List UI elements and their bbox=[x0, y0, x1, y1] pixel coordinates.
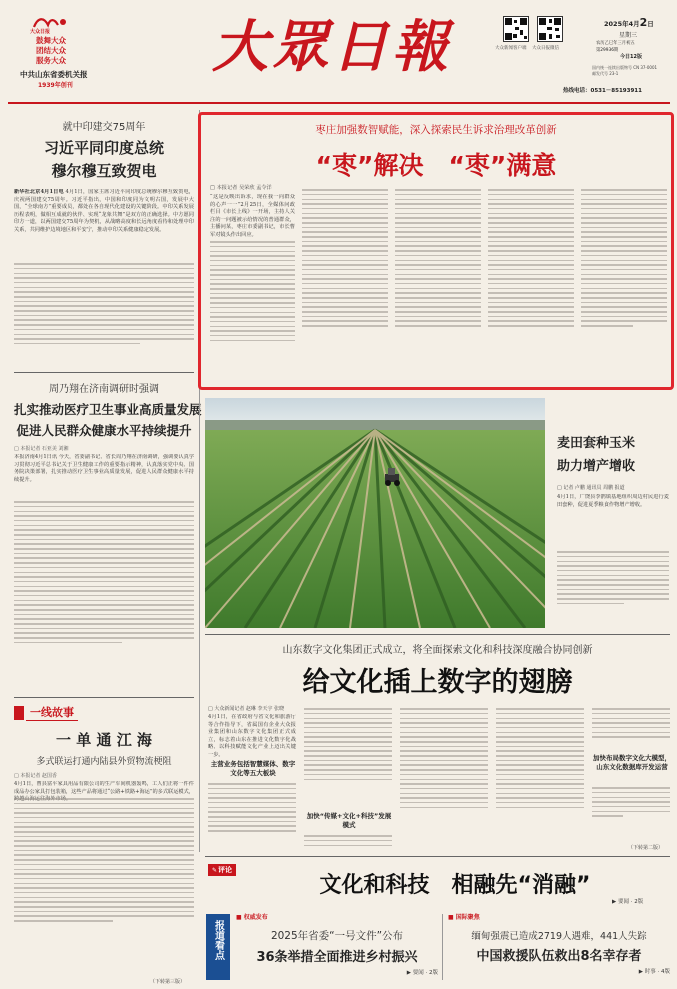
digital-col-5 bbox=[592, 705, 670, 753]
left-top-lead: 新华社北京4月1日电 bbox=[14, 189, 64, 195]
feature-headline: “枣”解决 “枣”满意 bbox=[315, 151, 557, 180]
brand-small-text: 大众日报 bbox=[30, 29, 51, 35]
masthead-divider bbox=[8, 102, 670, 104]
index-world-line-1: 缅甸强震已造成2719人遇难，441人失踪 bbox=[471, 931, 647, 942]
feature-col-1 bbox=[210, 238, 295, 383]
left-mid-byline-text: 本报记者 石亚美 刘湘 bbox=[20, 446, 69, 452]
left-story-text-lines bbox=[14, 795, 194, 975]
left-divider-2 bbox=[14, 697, 194, 698]
slogan-2: 团结大众 bbox=[36, 46, 66, 55]
digital-col-2b bbox=[304, 832, 392, 852]
wheat-field-image bbox=[205, 398, 545, 628]
left-story-subhead: 多式联运打通内陆县外贸物流梗阻 bbox=[36, 757, 172, 767]
digital-subhead-3: 加快布局数字文化大模型，山东文化数据库开发运营 bbox=[593, 754, 671, 771]
mid-divider bbox=[205, 634, 670, 635]
feature-col-2 bbox=[302, 186, 388, 382]
index-section-policy-label: 权威发布 bbox=[243, 914, 268, 921]
commentary-ref[interactable] bbox=[612, 897, 643, 905]
qr-code-wechat bbox=[537, 16, 563, 42]
commentary-ref-arrow: ▶ bbox=[612, 899, 617, 905]
photo-caption-byline: □ 记者 卢鹏 通讯员 周鹏 报道 bbox=[557, 485, 625, 491]
index-world-line-2: 中国救援队伍救出8名幸存者 bbox=[476, 949, 642, 964]
left-mid-headline-2: 促进人民群众健康水平持续提升 bbox=[16, 423, 192, 438]
issue-date bbox=[604, 16, 674, 29]
digital-col-3 bbox=[400, 705, 488, 852]
frontline-tag-label: 一线故事 bbox=[26, 704, 78, 721]
left-top-body-text: 4月1日，国家主席习近平同印度总统穆尔穆互致贺电，庆祝两国建交75周年。习近平指出，中国和印度同为文明古国，发展中大国，“全球南方”重要成员，都处在各自现代化建设的关键阶段。中印关系发展历程表明，做相互成就的伙伴、实现“龙象共舞”是双方的正确选择。中方愿同印方一道，以两国建交75周年为契机，从战略高度和长远角度看待和处理中印关系，共同维护边境地区和平安宁，推动中印关系健康稳定发展。 bbox=[14, 189, 194, 233]
index-policy-line-2: 36条举措全面推进乡村振兴 bbox=[256, 950, 418, 965]
hotline: 热线电话：0531－85193911 bbox=[563, 88, 642, 94]
digital-byline: □ 大众新闻记者 赵琳 李天宇 张晓 bbox=[208, 706, 285, 712]
index-section-policy: ■ 权威发布 bbox=[236, 914, 268, 921]
left-divider-1 bbox=[14, 372, 194, 373]
newspaper-title: 大眾日報 bbox=[212, 14, 452, 80]
left-mid-text-lines bbox=[14, 498, 194, 693]
slogan-list bbox=[36, 36, 66, 66]
founded-year: 1939年创刊 bbox=[38, 82, 73, 89]
left-mid-headline-1: 扎实推动医疗卫生事业高质量发展 bbox=[14, 402, 202, 417]
digital-continued: （下转第二版） bbox=[628, 845, 664, 851]
qr-code-icon bbox=[504, 17, 528, 41]
digital-subhead-2: 加快“传媒+文化+科技”发展模式 bbox=[306, 812, 392, 829]
index-label-1: 报道 bbox=[212, 920, 224, 940]
digital-col-5b bbox=[592, 784, 670, 844]
masthead bbox=[0, 0, 677, 108]
left-story-body: 4月1日，曹县富平家具用品有限公司的生产车间机器轰鸣，工人们正将一件件成品办公家具打包装箱，这些产品将通过“公路+铁路+海运”的多式联运模式， bbox=[14, 781, 194, 795]
feature-col-5 bbox=[581, 186, 667, 382]
left-mid-byline: □ 本报记者 石亚美 刘湘 bbox=[14, 446, 69, 452]
left-mid-article bbox=[14, 380, 202, 492]
photo-caption-title-2: 助力增产增收 bbox=[557, 459, 636, 474]
left-mid-body: 本报济南4月1日讯 今天，省委副书记、省长周乃翔在济南调研，强调要认真学习贯彻习近平总书记关于卫生健康工作的重要指示精神，认真落实党中央、国务院决策部署，扎实推动医疗卫生事业高质量发展，促进人民群众健康水平持续提升。 bbox=[14, 454, 194, 483]
digital-byline-text: 大众新闻记者 赵琳 李天宇 张晓 bbox=[214, 706, 285, 712]
commentary-top-rule bbox=[205, 856, 670, 857]
index-item-world[interactable] bbox=[448, 912, 670, 982]
publication-codes bbox=[592, 65, 657, 77]
index-policy-ref-text: 要闻 · 2版 bbox=[412, 970, 438, 976]
slogan-1: 鼓舞大众 bbox=[36, 36, 66, 45]
org-name: 中共山东省委机关报 bbox=[20, 70, 88, 79]
frontline-tag bbox=[14, 704, 194, 721]
commentary-tag-label: 评论 bbox=[218, 866, 233, 874]
left-story-article bbox=[14, 704, 194, 805]
index-world-ref: ▶ 时事 · 4版 bbox=[638, 969, 670, 975]
left-top-headline-1: 习近平同印度总统 bbox=[43, 139, 164, 157]
postal-code: 邮发代号 23-1 bbox=[592, 71, 619, 76]
issue-date-suffix: 日 bbox=[647, 20, 654, 28]
feature-byline: □ 本报记者 吴荣欣 孟令洋 bbox=[210, 185, 272, 191]
brand-logo bbox=[30, 14, 70, 28]
photo-caption-title-1: 麦田套种玉米 bbox=[557, 436, 636, 451]
feature-col-4 bbox=[488, 186, 574, 382]
feature-kicker: 枣庄加强数智赋能，深入探索民生诉求治理改革创新 bbox=[315, 124, 557, 136]
page-count: 今日12版 bbox=[620, 54, 642, 60]
digital-subhead-1: 主营业务包括智慧媒体、数字文化等五大板块 bbox=[210, 760, 296, 777]
issue-number: 第29936期 bbox=[596, 48, 619, 53]
index-divider bbox=[442, 914, 443, 980]
index-world-ref-text: 时事 · 4版 bbox=[644, 969, 670, 975]
wheat-field-photo bbox=[205, 398, 545, 628]
publication-code: 国内统一连续出版物号 CN 37-0001 bbox=[592, 65, 658, 70]
frontline-tag-bar bbox=[14, 706, 24, 720]
issue-date-month: 2025年4月 bbox=[604, 20, 640, 28]
commentary-headline: 文化和科技 相融先“消融” bbox=[319, 873, 591, 898]
left-story-byline: □ 本报记者 赵国香 bbox=[14, 773, 57, 779]
commentary-ref-text: 要闻 · 2版 bbox=[617, 899, 644, 905]
index-item-policy[interactable] bbox=[236, 912, 438, 982]
qr-label-wechat: 大众日报微信 bbox=[532, 46, 559, 51]
commentary-tag-icon: ✎ bbox=[211, 866, 218, 874]
qr-code-app bbox=[503, 16, 529, 42]
index-policy-line-1: 2025年省委“一号文件”公布 bbox=[270, 930, 404, 942]
lunar-date: 农历乙巳年三月初五 bbox=[596, 41, 635, 46]
left-story-byline-text: 本报记者 赵国香 bbox=[20, 773, 57, 779]
photo-caption-text-lines bbox=[557, 548, 669, 624]
date-block bbox=[596, 16, 674, 61]
left-story-continued: （下转第三版） bbox=[150, 979, 186, 985]
feature-col-3 bbox=[395, 186, 481, 382]
digital-kicker: 山东数字文化集团正式成立，将全面探索文化和科技深度融合协同创新 bbox=[282, 645, 593, 656]
feature-lead: “这是反映出诉求，现在我一向群众的心声一一”2月25日，全媒体问政栏目《市长上线》一开场，主持人关注的一问题被示给情况的普通群众，主播问某，枣庄市委副书记，市长曹军对镜头作出回应。 bbox=[210, 194, 295, 238]
index-label-2: 看点 bbox=[212, 940, 224, 960]
digital-headline: 给文化插上数字的翅膀 bbox=[302, 667, 573, 698]
slogan-3: 服务大众 bbox=[36, 56, 66, 65]
photo-caption bbox=[557, 432, 669, 540]
index-section-world: ■ 国际聚焦 bbox=[448, 914, 480, 921]
index-label-box bbox=[206, 914, 230, 980]
index-section-world-label: 国际聚焦 bbox=[455, 914, 480, 921]
digital-lead: 4月1日，在省政府与省文化和旅游厅等合作指导下，省属国有企业大众报业集团和山东数字文化集团正式成立，标志着山东在推进文化数字化战略、以科技赋能文化产业上迈出关键一步。 bbox=[208, 714, 296, 758]
feature-byline-text: 本报记者 吴荣欣 孟令洋 bbox=[216, 185, 272, 191]
digital-col-4 bbox=[496, 705, 584, 852]
weekday: 星期三 bbox=[619, 32, 638, 39]
photo-caption-body: 4月1日，广饶县李鹊镇基地组织周边村民进行麦田套种，促进夏季粮食作物增产增收。 bbox=[557, 494, 669, 508]
flame-icon bbox=[30, 15, 70, 29]
digital-col-2 bbox=[304, 705, 392, 810]
digital-col-1 bbox=[208, 780, 296, 850]
left-top-text-lines bbox=[14, 260, 194, 368]
commentary-tag bbox=[208, 864, 236, 876]
left-top-headline-2: 穆尔穆互致贺电 bbox=[51, 162, 157, 180]
qr-code-icon bbox=[538, 17, 562, 41]
qr-label-app: 大众新闻客户端 bbox=[495, 46, 527, 51]
index-policy-ref: ▶ 要闻 · 2版 bbox=[406, 970, 438, 976]
left-mid-kicker: 周乃翔在济南调研时强调 bbox=[49, 384, 159, 395]
left-top-kicker: 就中印建交75周年 bbox=[62, 122, 146, 133]
issue-date-day: 2 bbox=[639, 16, 648, 29]
left-story-headline: 一 单 通 江 海 bbox=[56, 731, 152, 749]
